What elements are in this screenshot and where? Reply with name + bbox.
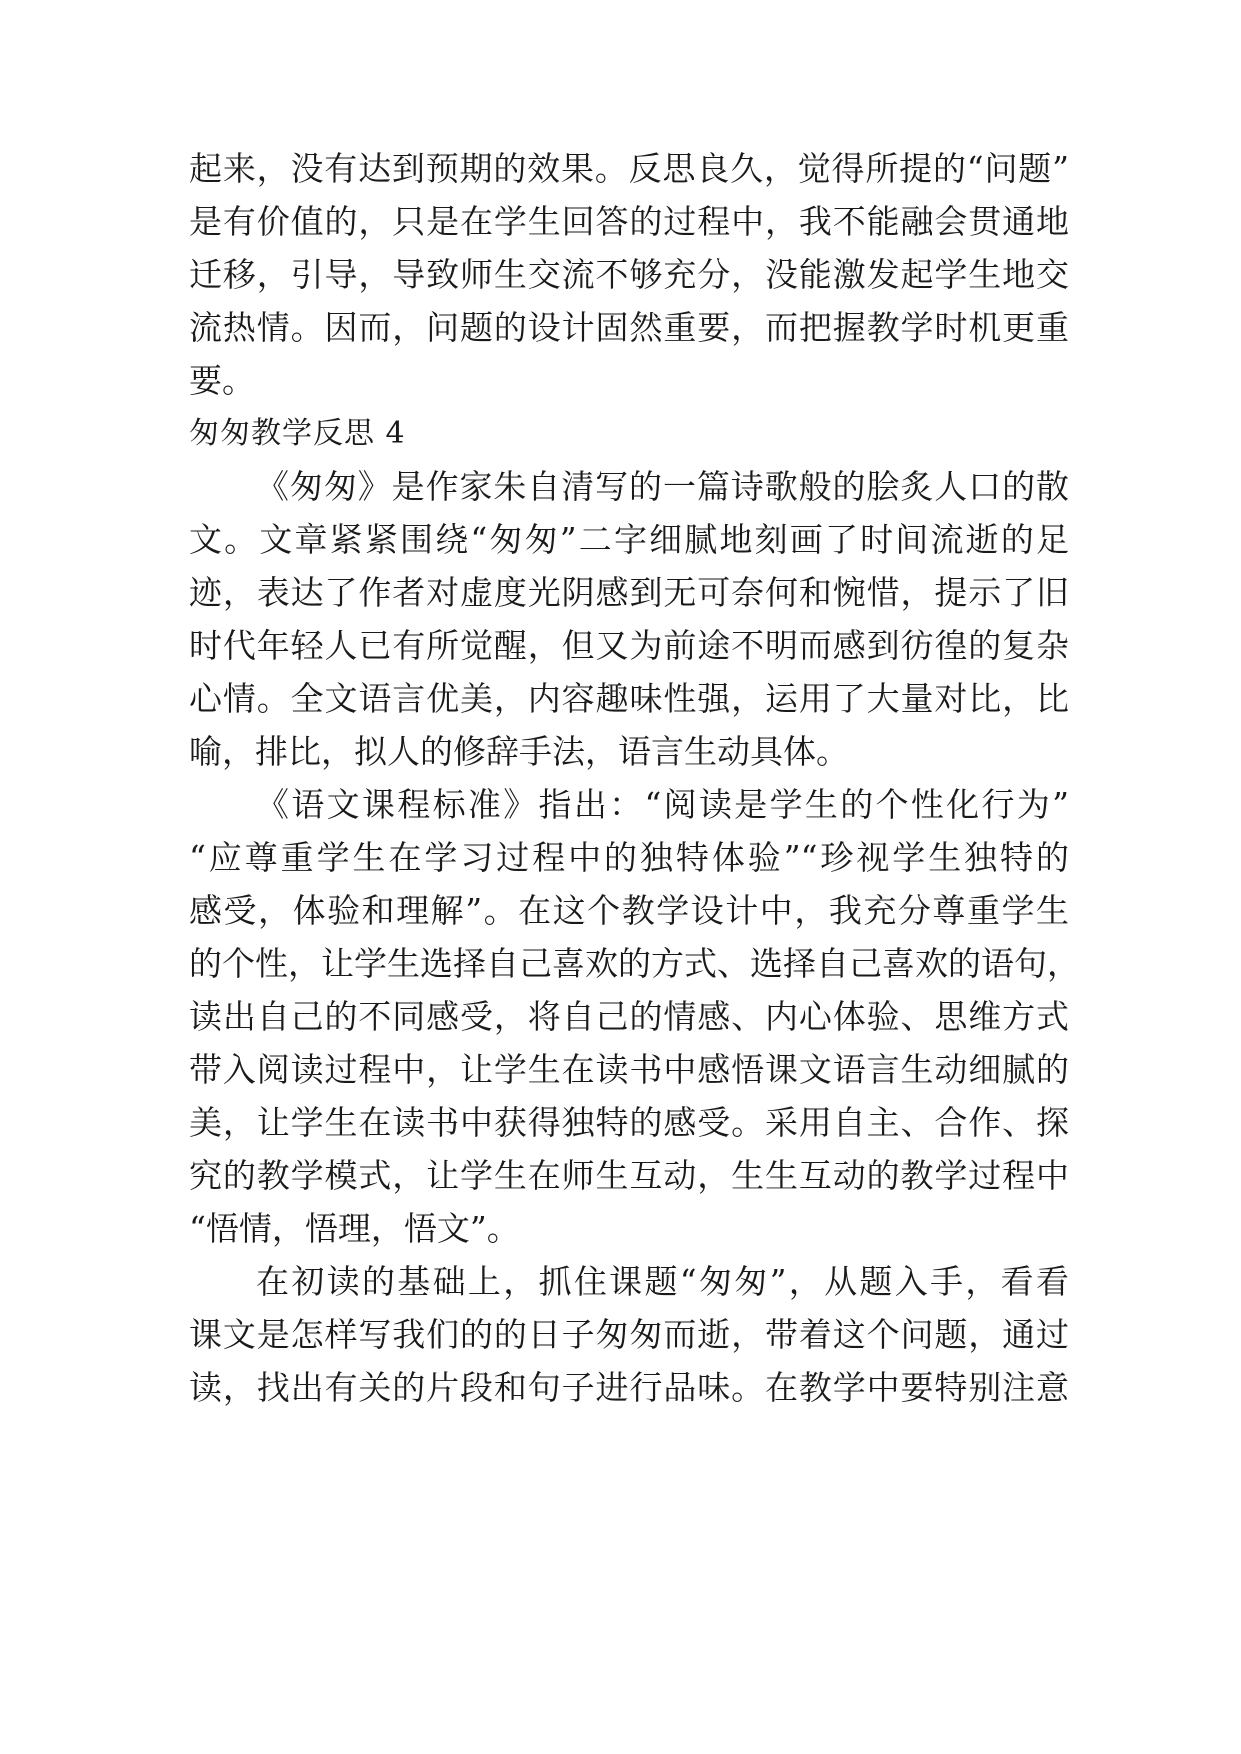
text-line: 带入阅读过程中，让学生在读书中感悟课文语言生动细腻的 (189, 1050, 1069, 1089)
text-line: 的个性，让学生选择自己喜欢的方式、选择自己喜欢的语句， (189, 944, 1080, 983)
text-line: 读，找出有关的片段和句子进行品味。在教学中要特别注意 (189, 1368, 1069, 1407)
text-line: “应尊重学生在学习过程中的独特体验”“珍视学生独特的 (189, 838, 1069, 877)
text-line: 感受，体验和理解”。在这个教学设计中，我充分尊重学生 (189, 891, 1069, 930)
text-line: 课文是怎样写我们的的日子匆匆而逝，带着这个问题，通过 (189, 1315, 1069, 1354)
text-line: 要。 (189, 361, 255, 400)
text-line: 在初读的基础上，抓住课题“匆匆”，从题入手，看看 (256, 1262, 1069, 1301)
text-line: 迹，表达了作者对虚度光阴感到无可奈何和惋惜，提示了旧 (189, 573, 1069, 612)
text-line: 心情。全文语言优美，内容趣味性强，运用了大量对比，比 (189, 679, 1069, 718)
text-line: 读出自己的不同感受，将自己的情感、内心体验、思维方式 (189, 997, 1069, 1036)
text-line: 美，让学生在读书中获得独特的感受。采用自主、合作、探 (189, 1103, 1069, 1142)
text-line: 《匆匆》是作家朱自清写的一篇诗歌般的脍炙人口的散 (256, 467, 1069, 506)
text-line: 《语文课程标准》指出：“阅读是学生的个性化行为” (256, 785, 1069, 824)
text-line: 迁移，引导，导致师生交流不够充分，没能激发起学生地交 (189, 255, 1069, 294)
section-heading: 匆匆教学反思 4 (189, 416, 406, 451)
text-line: 流热情。因而，问题的设计固然重要，而把握教学时机更重 (189, 308, 1069, 347)
text-line: 究的教学模式，让学生在师生互动，生生互动的教学过程中 (189, 1156, 1069, 1195)
text-line: “悟情，悟理，悟文”。 (189, 1209, 520, 1248)
text-line: 喻，排比，拟人的修辞手法，语言生动具体。 (189, 732, 849, 771)
text-line: 是有价值的，只是在学生回答的过程中，我不能融会贯通地 (189, 202, 1069, 241)
text-line: 起来，没有达到预期的效果。反思良久，觉得所提的“问题” (189, 149, 1069, 188)
text-line: 时代年轻人已有所觉醒，但又为前途不明而感到彷徨的复杂 (189, 626, 1069, 665)
text-line: 文。文章紧紧围绕“匆匆”二字细腻地刻画了时间流逝的足 (189, 520, 1069, 559)
